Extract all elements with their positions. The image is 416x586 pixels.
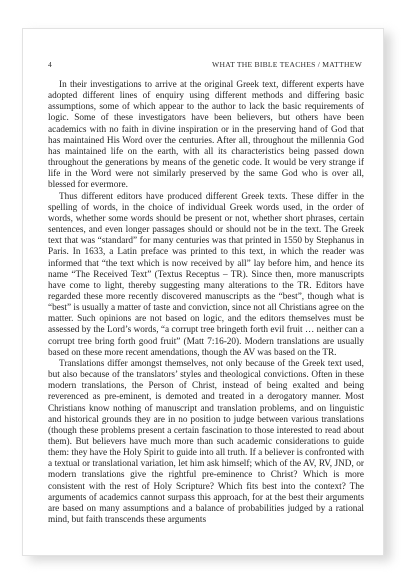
paragraph: Translations differ amongst themselves, not only because of the Greek text used, but also because of the translators’ styles and theological convictions. Often in these modern translations, the Person of Christ, instead of being exalted and being reverenced as pre-eminent, is demoted and treated in a derogatory manner. Most Christians know nothing of manuscript and translation problems, and on linguistic and historical grounds they are in no position to judge between various translations (though these problems present a certain fascination to those interested to read about them). But believers have much more than such academic considerations to guide them: they have the Holy Spirit to guide into all truth. If a believer is confronted with a textual or translational variation, let him ask himself; which of the AV, RV, JND, or modern translations give the rightful pre-eminence to Christ? Which is more consistent with the rest of Holy Scripture? Which fits best into the context? The arguments of academics cannot surpass this approach, for at the best their arguments are based on many assumptions and a balance of probabilities judged by a rational mind, but faith transcends these arguments [48,358,364,526]
body-text [48,80,364,550]
paragraph: Thus different editors have produced different Greek texts. These differ in the spelling of words, in the choice of individual Greek words used, in the order of words, whether some words should be present or not, whether short phrases, certain sentences, and even longer passages should or should not be in the text. The Greek text that was “standard” for many centuries was that printed in 1550 by Stephanus in Paris. In 1633, a Latin preface was printed to this text, in which the reader was informed that “the text which is now received by all” lay before him, and hence its name “The Received Text” (Textus Receptus – TR). Since then, more manuscripts have come to light, thereby suggesting many alterations to the TR. Editors have regarded these more recently discovered manuscripts as the “best”, though what is “best” is usually a matter of taste and conviction, since not all Christians agree on the matter. Such opinions are not based on logic, and the editors themselves must be assessed by the Lord’s words, “a corrupt tree bringeth forth evil fruit … neither can a corrupt tree bring forth good fruit” (Matt 7:16-20). Modern translations are usually based on these more recent amendations, though the AV was based on the TR. [48,191,364,358]
paragraph: In their investigations to arrive at the original Greek text, different experts have adopted different lines of enquiry using different methods and differing basic assumptions, some of which appear to the author to lack the basic requirements of logic. Some of these investigators have been believers, but others have been academics with no faith in divine inspiration or in the preserving hand of God that has maintained His Word over the centuries. After all, throughout the millennia God has maintained life on the earth, with all its characteristics being passed down throughout the generations by means of the genetic code. It would be very strange if life in the Word were not similarly preserved by the same God who is over all, blessed for evermore. [48,80,364,191]
page-number: 4 [48,60,53,69]
page-header [48,60,362,74]
running-head: WHAT THE BIBLE TEACHES / MATTHEW [212,60,362,69]
book-page [22,28,384,556]
